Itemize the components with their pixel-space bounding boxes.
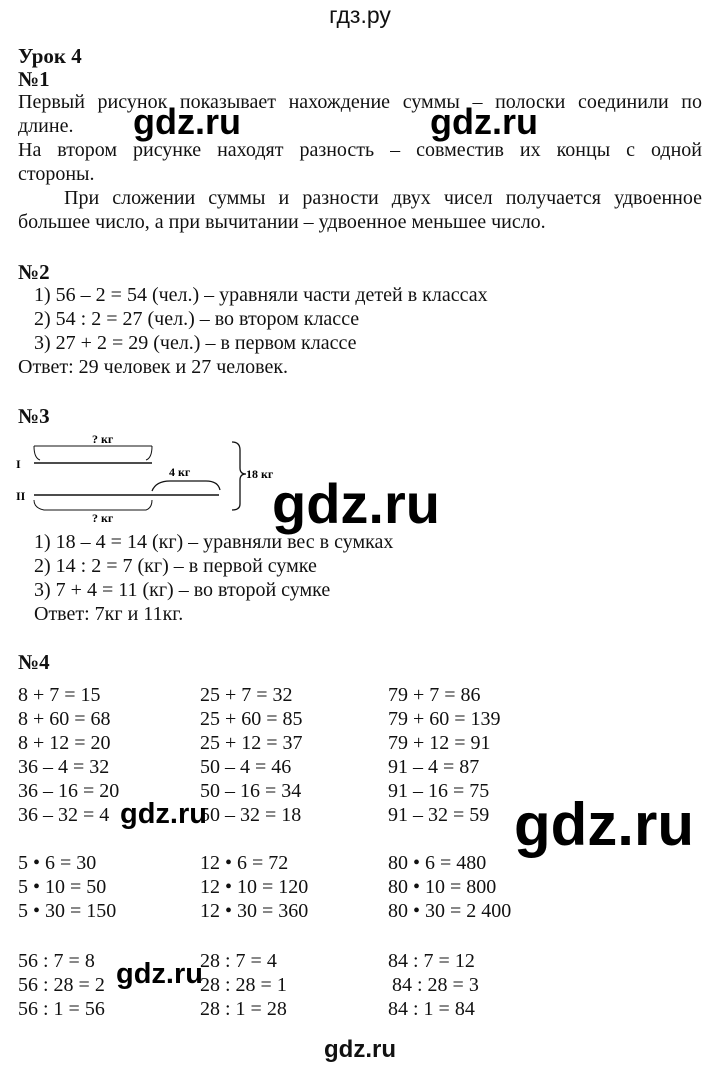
- task1-line: длине.: [18, 115, 74, 137]
- task3-step: 3) 7 + 4 = 11 (кг) – во второй сумке: [34, 579, 331, 601]
- equation: 79 + 7 = 86: [388, 684, 481, 706]
- footer-watermark: gdz.ru: [324, 1036, 396, 1063]
- equation: 50 – 32 = 18: [200, 804, 302, 826]
- equation: 12 • 6 = 72: [200, 852, 289, 874]
- site-header: гдз.ру: [329, 2, 391, 28]
- equation: 50 – 16 = 34: [200, 780, 302, 802]
- equation: 28 : 7 = 4: [200, 950, 277, 972]
- total-brace: [232, 442, 246, 510]
- equation: 8 + 12 = 20: [18, 732, 111, 754]
- bottom-brace: [34, 500, 152, 510]
- bags-diagram: [14, 428, 284, 528]
- task2-label: №2: [18, 260, 50, 284]
- equation: 25 + 60 = 85: [200, 708, 303, 730]
- equation: 84 : 1 = 84: [388, 998, 475, 1020]
- equation: 91 – 32 = 59: [388, 804, 490, 826]
- equation: 12 • 10 = 120: [200, 876, 309, 898]
- watermark: gdz.ru: [133, 101, 241, 142]
- diagram-top-label: ? кг: [92, 432, 114, 446]
- equation: 80 • 30 = 2 400: [388, 900, 512, 922]
- diagram-row2-label: II: [16, 489, 26, 503]
- equation: 28 : 28 = 1: [200, 974, 287, 996]
- equation: 56 : 28 = 2: [18, 974, 105, 996]
- equation: 36 – 16 = 20: [18, 780, 120, 802]
- equation: 12 • 30 = 360: [200, 900, 309, 922]
- equation: 36 – 4 = 32: [18, 756, 110, 778]
- task3-step: 2) 14 : 2 = 7 (кг) – в первой сумке: [34, 555, 317, 577]
- equation: 91 – 4 = 87: [388, 756, 480, 778]
- top-brace-ends: [34, 446, 152, 460]
- equation: 36 – 32 = 4: [18, 804, 110, 826]
- task1-label: №1: [18, 67, 50, 91]
- equation: 84 : 28 = 3: [392, 974, 479, 996]
- task1-line: На втором рисунке находят разность – совместив их концы с одной: [18, 139, 702, 161]
- equation: 5 • 10 = 50: [18, 876, 107, 898]
- equation: 56 : 7 = 8: [18, 950, 95, 972]
- task2-step: 2) 54 : 2 = 27 (чел.) – во втором классе: [34, 308, 360, 330]
- watermark: gdz.ru: [120, 798, 207, 830]
- equation: 8 + 60 = 68: [18, 708, 111, 730]
- diagram-extra-label: 4 кг: [169, 465, 191, 479]
- watermark: gdz.ru: [116, 958, 203, 990]
- equation: 79 + 12 = 91: [388, 732, 491, 754]
- task1-line: При сложении суммы и разности двух чисел получается удвоенное: [64, 187, 702, 209]
- task2-step: 3) 27 + 2 = 29 (чел.) – в первом классе: [34, 332, 357, 354]
- task1-line: Первый рисунок показывает нахождение суммы – полоски соединили по: [18, 91, 702, 113]
- diagram-row1-label: I: [16, 457, 21, 471]
- equation: 8 + 7 = 15: [18, 684, 101, 706]
- equation: 84 : 7 = 12: [388, 950, 475, 972]
- task1-line: стороны.: [18, 163, 95, 185]
- lesson-title: Урок 4: [18, 44, 82, 68]
- diagram-bottom-label: ? кг: [92, 511, 114, 525]
- extra-arc: [152, 481, 220, 491]
- equation: 56 : 1 = 56: [18, 998, 105, 1020]
- task3-label: №3: [18, 404, 50, 428]
- watermark: gdz.ru: [272, 472, 440, 535]
- equation: 80 • 10 = 800: [388, 876, 497, 898]
- equation: 25 + 12 = 37: [200, 732, 303, 754]
- task2-step: 1) 56 – 2 = 54 (чел.) – уравняли части детей в классах: [34, 284, 488, 306]
- equation: 25 + 7 = 32: [200, 684, 293, 706]
- diagram-total-label: 18 кг: [246, 467, 274, 481]
- task4-label: №4: [18, 650, 50, 674]
- equation: 28 : 1 = 28: [200, 998, 287, 1020]
- watermark: gdz.ru: [430, 101, 538, 142]
- watermark: gdz.ru: [514, 791, 694, 858]
- equation: 80 • 6 = 480: [388, 852, 487, 874]
- equation: 5 • 6 = 30: [18, 852, 97, 874]
- equation: 5 • 30 = 150: [18, 900, 117, 922]
- task3-step: 1) 18 – 4 = 14 (кг) – уравняли вес в сумках: [34, 531, 394, 553]
- equation: 79 + 60 = 139: [388, 708, 501, 730]
- equation: 50 – 4 = 46: [200, 756, 292, 778]
- task1-line: большее число, а при вычитании – удвоенное меньшее число.: [18, 211, 546, 233]
- task2-answer: Ответ: 29 человек и 27 человек.: [18, 356, 289, 378]
- task3-answer: Ответ: 7кг и 11кг.: [34, 603, 184, 625]
- equation: 91 – 16 = 75: [388, 780, 490, 802]
